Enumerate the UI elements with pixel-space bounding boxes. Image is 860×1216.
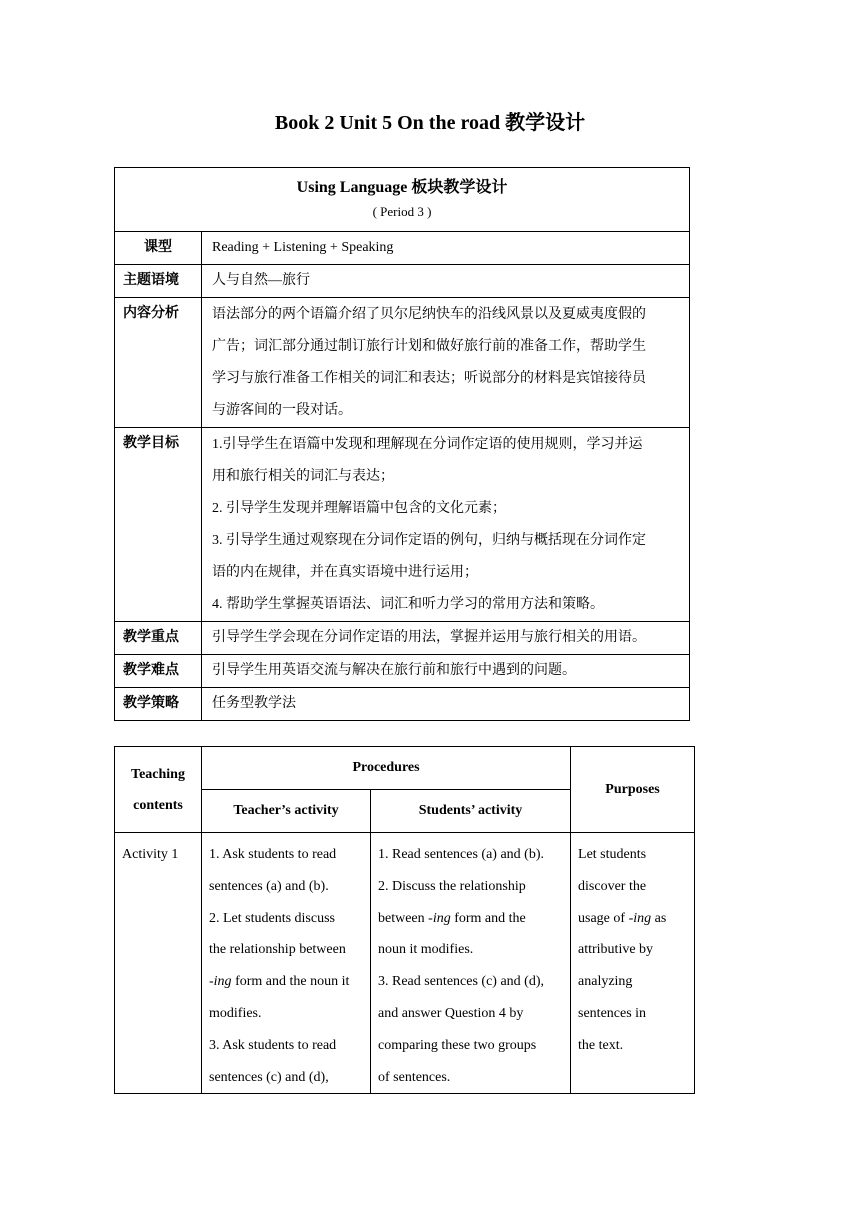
purpose-line: Let students <box>578 847 647 862</box>
procedures-table <box>114 746 695 1094</box>
row-key-points <box>115 622 690 655</box>
analysis-line: 语法部分的两个语篇介绍了贝尔尼纳快车的沿线风景以及夏威夷度假的 <box>212 307 646 322</box>
header-students-activity: Students’ activity <box>371 790 571 833</box>
objective-line: 用和旅行相关的词汇与表达； <box>212 469 394 484</box>
students-line <box>378 903 564 935</box>
lesson-plan-table <box>114 167 690 721</box>
students-line-pre: between <box>378 910 429 926</box>
activity-label: Activity 1 <box>115 833 202 1094</box>
purpose-line: sentences in <box>578 1005 647 1021</box>
value-analysis <box>202 298 690 428</box>
procedures-header-row <box>115 747 695 790</box>
header-purposes: Purposes <box>571 747 695 833</box>
row-type <box>115 232 690 265</box>
purpose-line: analyzing <box>578 974 633 990</box>
students-line: and answer Question 4 by <box>378 1005 524 1021</box>
objective-line: 3. 引导学生通过观察现在分词作定语的例句，归纳与概括现在分词作定 <box>212 533 646 548</box>
teacher-line: the relationship between <box>209 942 346 958</box>
teacher-line-rest: form and the noun it <box>231 974 350 990</box>
plan-heading: Using Language 板块教学设计 <box>296 179 508 196</box>
row-difficulties <box>115 655 690 688</box>
plan-period: ( Period 3 ) <box>372 204 432 219</box>
objective-line: 1.引导学生在语篇中发现和理解现在分词作定语的使用规则，学习并运 <box>212 437 643 452</box>
teacher-line: sentences (a) and (b). <box>209 878 329 894</box>
label-type: 课型 <box>115 232 202 265</box>
label-difficulties: 教学难点 <box>115 655 202 688</box>
value-strategy: 任务型教学法 <box>202 688 690 721</box>
purpose-line: the text. <box>578 1037 624 1053</box>
header-procedures: Procedures <box>202 747 571 790</box>
document-title: Book 2 Unit 5 On the road 教学设计 <box>274 112 586 134</box>
ing-term: -ing <box>428 910 451 926</box>
objective-line: 2. 引导学生发现并理解语篇中包含的文化元素； <box>212 501 506 516</box>
purpose-line <box>578 903 688 935</box>
header-teacher-activity: Teacher’s activity <box>202 790 371 833</box>
objective-line: 4. 帮助学生掌握英语语法、词汇和听力学习的常用方法和策略。 <box>212 597 604 612</box>
teacher-line: modifies. <box>209 1005 262 1021</box>
ing-term: -ing <box>209 974 232 990</box>
students-line: noun it modifies. <box>378 942 474 958</box>
value-type: Reading + Listening + Speaking <box>202 232 690 265</box>
analysis-line: 学习与旅行准备工作相关的词汇和表达；听说部分的材料是宾馆接待员 <box>212 371 646 386</box>
row-strategy <box>115 688 690 721</box>
row-objectives <box>115 428 690 622</box>
teacher-line: 1. Ask students to read <box>209 847 337 862</box>
teacher-activity-cell <box>202 833 371 1094</box>
students-activity-cell <box>371 833 571 1094</box>
students-line: 2. Discuss the relationship <box>378 878 526 894</box>
header-teaching-line2: contents <box>133 797 183 813</box>
objective-line: 语的内在规律，并在真实语境中进行运用； <box>212 565 478 580</box>
label-theme: 主题语境 <box>115 265 202 298</box>
purpose-line-pre: usage of <box>578 910 629 926</box>
students-line: 3. Read sentences (c) and (d), <box>378 974 544 990</box>
label-strategy: 教学策略 <box>115 688 202 721</box>
label-key-points: 教学重点 <box>115 622 202 655</box>
purpose-cell <box>571 833 695 1094</box>
value-difficulties: 引导学生用英语交流与解决在旅行前和旅行中遇到的问题。 <box>202 655 690 688</box>
label-analysis: 内容分析 <box>115 298 202 428</box>
ing-term: -ing <box>628 910 652 926</box>
value-key-points: 引导学生学会现在分词作定语的用法，掌握并运用与旅行相关的用语。 <box>202 622 690 655</box>
purpose-line-rest: as <box>651 910 667 926</box>
value-theme: 人与自然—旅行 <box>202 265 690 298</box>
value-objectives <box>202 428 690 622</box>
row-analysis <box>115 298 690 428</box>
header-teaching-contents <box>115 747 202 833</box>
purpose-line: discover the <box>578 878 647 894</box>
teacher-line: 3. Ask students to read <box>209 1037 337 1053</box>
analysis-line: 与游客间的一段对话。 <box>212 403 352 418</box>
plan-heading-row <box>115 168 690 232</box>
analysis-line: 广告；词汇部分通过制订旅行计划和做好旅行前的准备工作，帮助学生 <box>212 339 646 354</box>
table-row <box>115 833 695 1094</box>
students-line: 1. Read sentences (a) and (b). <box>378 847 544 862</box>
students-line: comparing these two groups <box>378 1037 537 1053</box>
students-line-rest: form and the <box>450 910 526 926</box>
teacher-line: 2. Let students discuss <box>209 910 335 926</box>
row-theme <box>115 265 690 298</box>
plan-heading-cell <box>115 168 690 232</box>
header-teaching-line1: Teaching <box>131 766 185 782</box>
students-line: of sentences. <box>378 1069 451 1085</box>
teacher-line <box>209 966 364 998</box>
label-objectives: 教学目标 <box>115 428 202 622</box>
purpose-line: attributive by <box>578 942 654 958</box>
teacher-line: sentences (c) and (d), <box>209 1069 329 1085</box>
